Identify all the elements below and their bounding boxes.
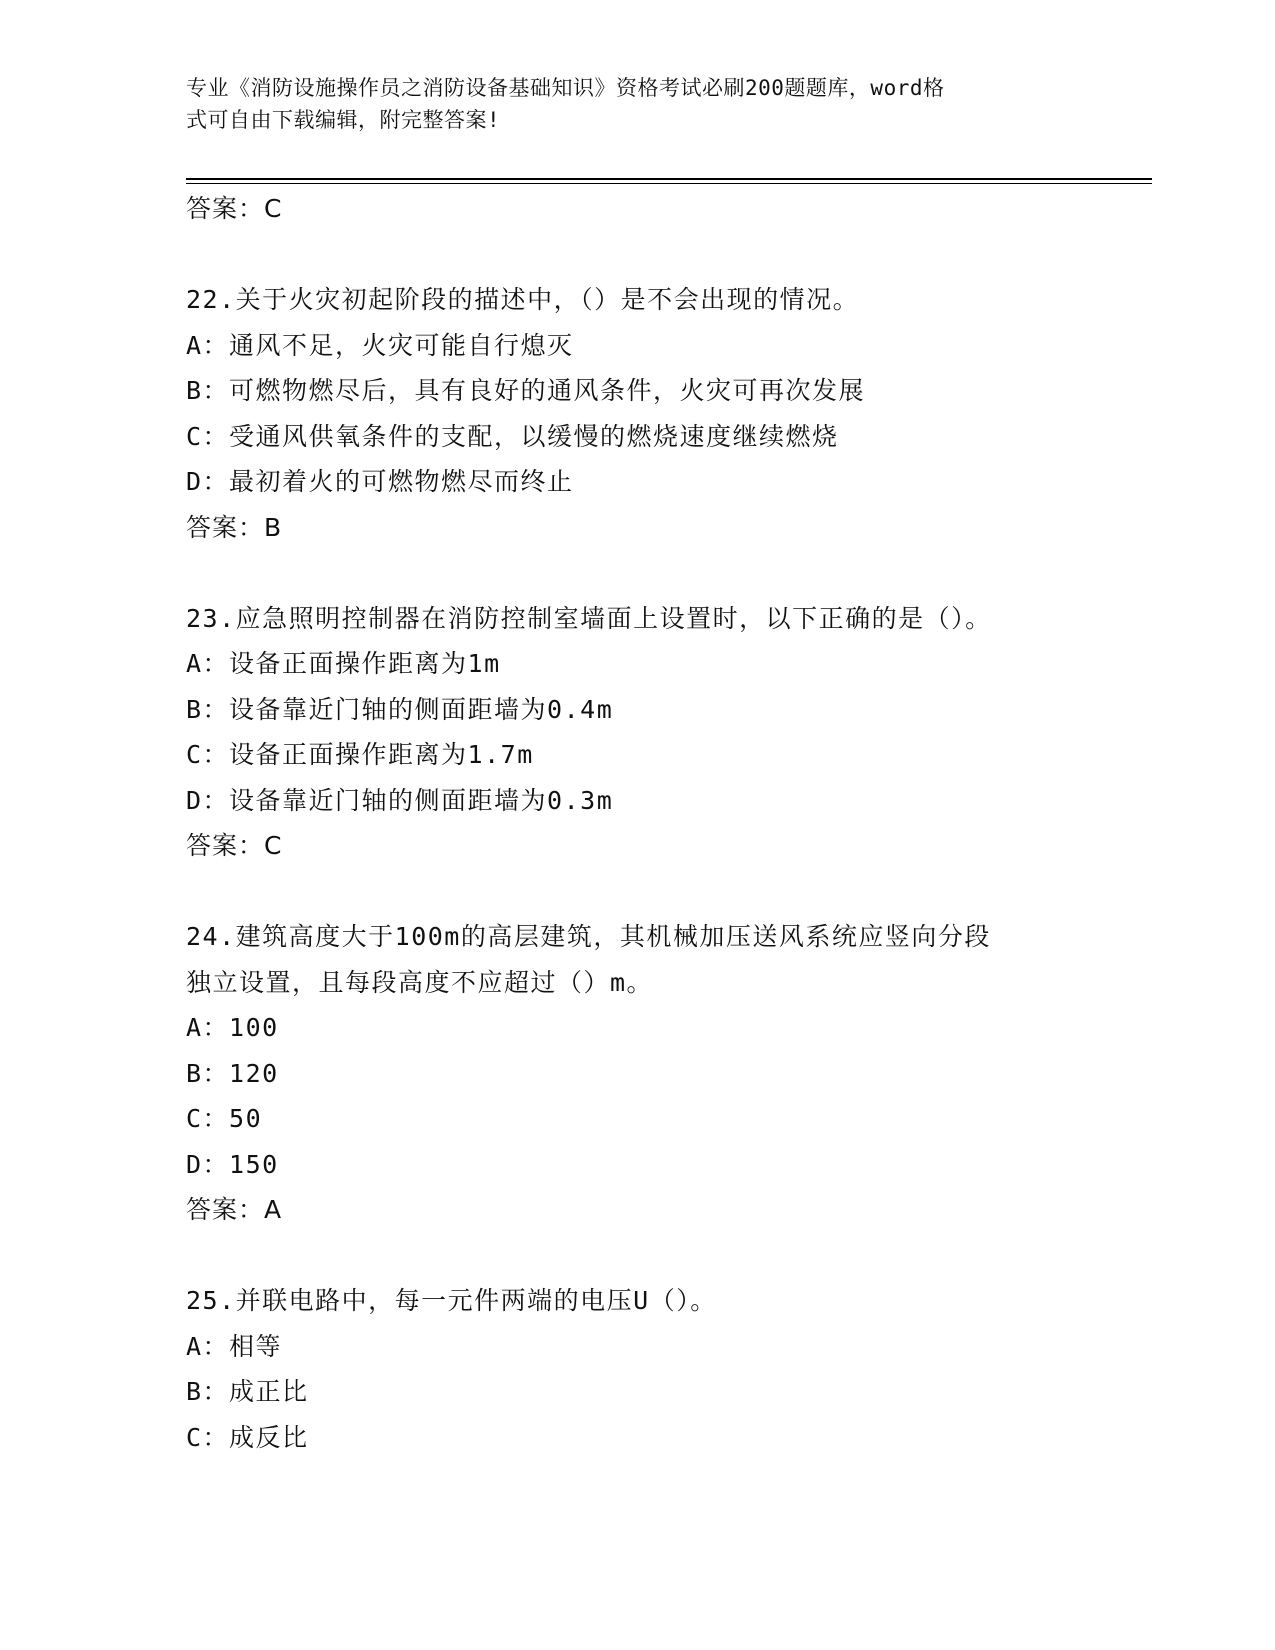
question-stem-line-2: 独立设置，且每段高度不应超过（）m。 — [186, 967, 654, 997]
question-block — [186, 596, 1146, 869]
question-stem: 25.并联电路中，每一元件两端的电压U（）。 — [186, 1286, 717, 1315]
question-block — [186, 1278, 1146, 1460]
option-a: A：100 — [186, 1013, 279, 1042]
question-list — [186, 186, 1146, 1460]
option-c: C：50 — [186, 1104, 263, 1133]
header-rule-thin — [186, 183, 1152, 184]
option-a: A：设备正面操作距离为1m — [186, 649, 501, 678]
question-stem-line-1: 24.建筑高度大于100m的高层建筑，其机械加压送风系统应竖向分段 — [186, 922, 991, 951]
header-rule-thick — [186, 178, 1152, 180]
option-c: C：成反比 — [186, 1422, 309, 1452]
document-header — [186, 72, 1066, 136]
option-b: B：120 — [186, 1058, 279, 1088]
option-d: D：设备靠近门轴的侧面距墙为0.3m — [186, 785, 614, 815]
header-line-2: 式可自由下载编辑，附完整答案! — [186, 108, 501, 132]
option-c: C：受通风供氧条件的支配，以缓慢的燃烧速度继续燃烧 — [186, 421, 839, 451]
answer: 答案：A — [186, 1195, 283, 1224]
spacer — [186, 550, 1146, 596]
previous-answer: 答案：C — [186, 194, 283, 223]
option-c: C：设备正面操作距离为1.7m — [186, 740, 534, 769]
option-b: B：设备靠近门轴的侧面距墙为0.4m — [186, 694, 614, 724]
option-d: D：150 — [186, 1149, 279, 1179]
option-a: A：通风不足，火灾可能自行熄灭 — [186, 330, 574, 360]
question-stem: 22.关于火灾初起阶段的描述中，（）是不会出现的情况。 — [186, 285, 860, 314]
spacer — [186, 232, 1146, 278]
option-d: D：最初着火的可燃物燃尽而终止 — [186, 467, 574, 496]
option-a: A：相等 — [186, 1331, 283, 1361]
spacer — [186, 1233, 1146, 1279]
option-b: B：可燃物燃尽后，具有良好的通风条件，火灾可再次发展 — [186, 376, 866, 405]
question-block — [186, 277, 1146, 550]
question-block — [186, 914, 1146, 1233]
answer: 答案：C — [186, 831, 283, 860]
option-b: B：成正比 — [186, 1377, 309, 1406]
question-stem: 23.应急照明控制器在消防控制室墙面上设置时，以下正确的是（）。 — [186, 603, 992, 633]
header-line-1: 专业《消防设施操作员之消防设备基础知识》资格考试必刷200题题库，word格 — [186, 76, 945, 100]
answer: 答案：B — [186, 512, 283, 542]
spacer — [186, 869, 1146, 915]
